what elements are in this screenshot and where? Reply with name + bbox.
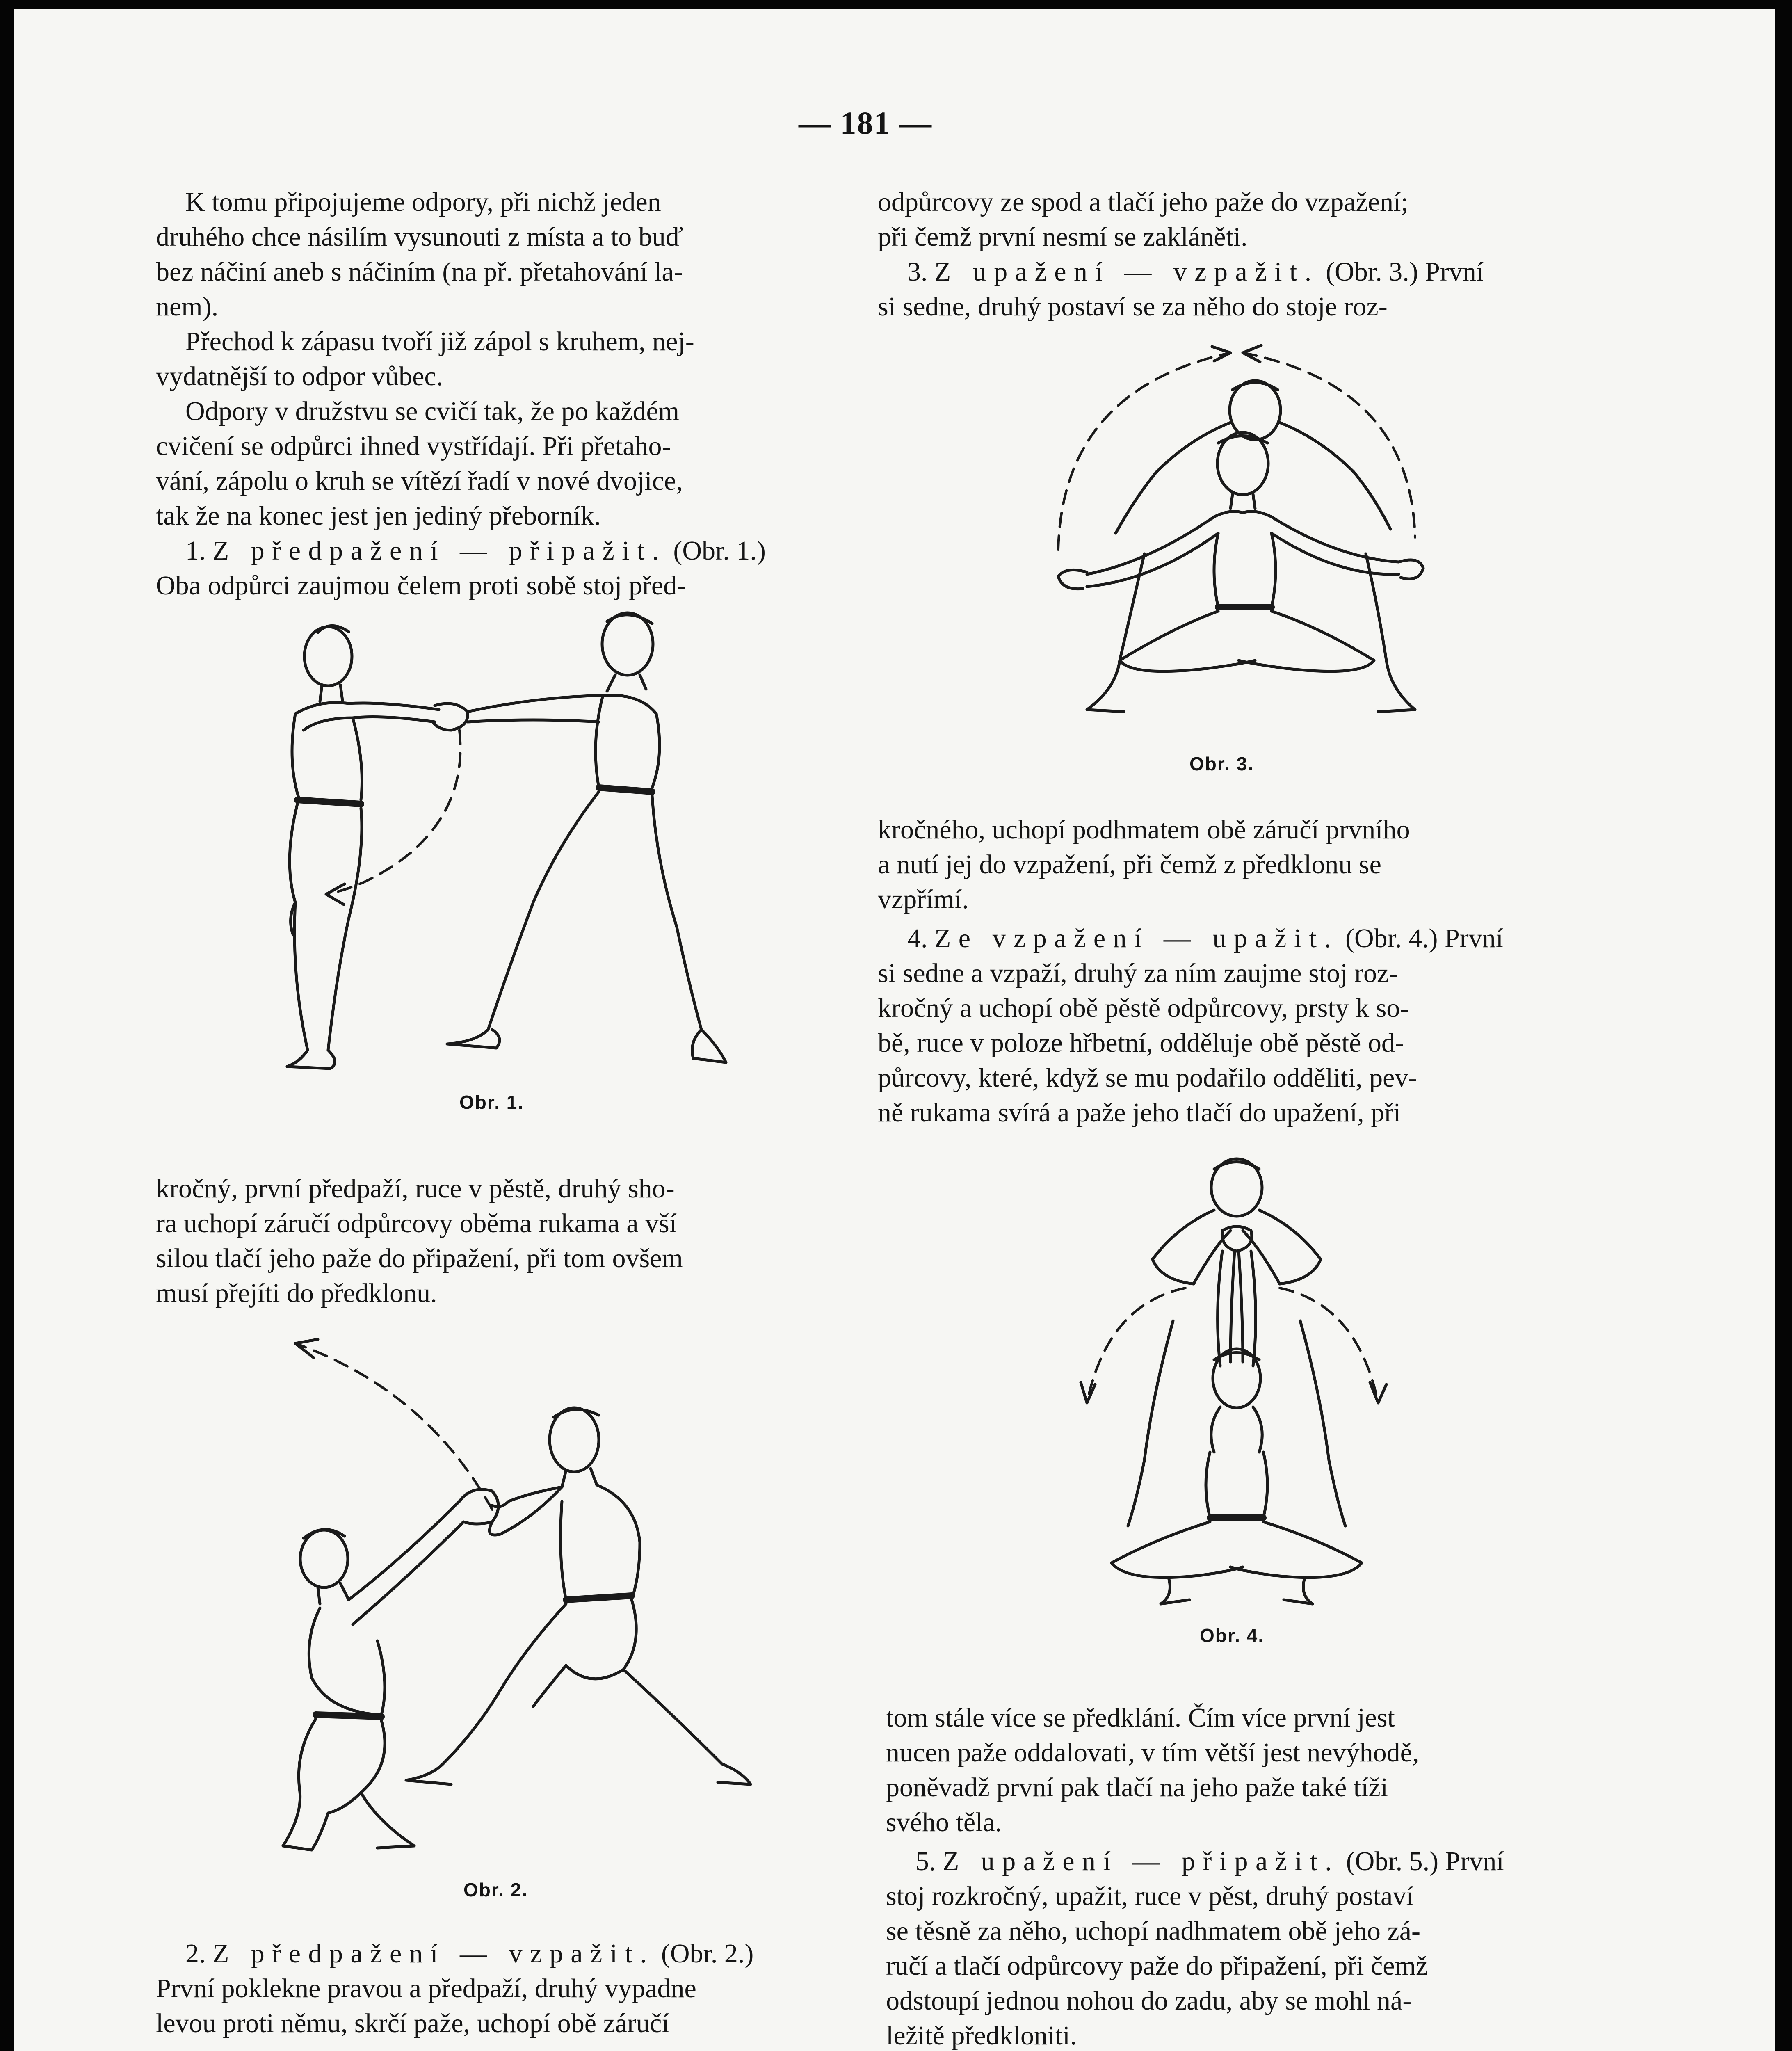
right-top-text xyxy=(878,185,1571,324)
exercise-title: Z předpažení — připažit. xyxy=(212,536,667,566)
text-line: vydatnější to odpor vůbec. xyxy=(156,361,443,391)
text-line: nucen paže oddalovati, v tím větší jest nevýhodě, xyxy=(886,1738,1419,1768)
text-line: silou tlačí jeho paže do připažení, při tom ovšem xyxy=(156,1243,683,1273)
text-line: odstoupí jednou nohou do zadu, aby se mohl ná- xyxy=(886,1986,1412,2016)
text-line: poněvadž první pak tlačí na jeho paže také tíži xyxy=(886,1772,1388,1802)
text-line: kročný, první předpaží, ruce v pěstě, druhý sho- xyxy=(156,1174,675,1204)
text-line: vání, zápolu o kruh se vítězí řadí v nové dvojice, xyxy=(156,466,683,496)
figure-1-caption: Obr. 1. xyxy=(459,1092,524,1113)
figure-ref: (Obr. 1.) xyxy=(673,536,766,566)
text-line: nem). xyxy=(156,292,219,322)
figure-1-illustration xyxy=(246,607,779,1079)
exercise-title: Z upažení — připažit. xyxy=(943,1846,1340,1876)
scan-edge-right xyxy=(1775,0,1792,2051)
text-line: bě, ruce v poloze hřbetní, odděluje obě pěstě od- xyxy=(878,1028,1404,1058)
exercise-number: 1. xyxy=(185,536,206,566)
page-number: — 181 — xyxy=(799,105,932,141)
text-line: se těsně za něho, uchopí nadhmatem obě jeho zá- xyxy=(886,1916,1420,1946)
text-line: tom stále více se předklání. Čím více první jest xyxy=(886,1703,1395,1733)
scan-edge-top xyxy=(0,0,1792,9)
text-line: bez náčiní aneb s náčiním (na př. přetahování la- xyxy=(156,257,683,287)
figure-2-caption: Obr. 2. xyxy=(463,1879,528,1900)
text-line: stoj rozkročný, upažit, ruce v pěst, druhý postaví xyxy=(886,1881,1414,1911)
text-fragment: První xyxy=(1445,1846,1504,1876)
text-line: při čemž první nesmí se zakláněti. xyxy=(878,222,1248,252)
figure-ref: (Obr. 2.) xyxy=(661,1939,754,1969)
exercise-number: 2. xyxy=(185,1939,206,1969)
exercise-4-heading xyxy=(878,921,1571,956)
exercise-number: 4. xyxy=(907,923,928,953)
text-line: odpůrcovy ze spod a tlačí jeho paže do vzpažení; xyxy=(878,187,1408,217)
text-line: ra uchopí záručí odpůrcovy oběma rukama a vší xyxy=(156,1208,677,1238)
exercise-title: Z předpažení — vzpažit. xyxy=(212,1939,655,1969)
text-line: a nutí jej do vzpažení, při čemž z předklonu se xyxy=(878,850,1381,879)
figure-2-illustration xyxy=(279,1329,812,1871)
scan-edge-left xyxy=(0,0,14,2051)
exercise-title: Ze vzpažení — upažit. xyxy=(934,923,1339,953)
figure-ref: (Obr. 4.) xyxy=(1345,923,1438,953)
text-line: si sedne a vzpaží, druhý za ním zaujme stoj roz- xyxy=(878,958,1398,988)
text-line: Oba odpůrci zaujmou čelem proti sobě stoj před- xyxy=(156,571,686,601)
text-line: musí přejíti do předklonu. xyxy=(156,1278,437,1308)
text-fragment: První xyxy=(1444,923,1503,953)
text-line: půrcovy, které, když se mu podařilo odděliti, pev- xyxy=(878,1063,1418,1093)
text-line: tak že na konec jest jen jediný přeborník. xyxy=(156,501,601,531)
text-line: cvičení se odpůrci ihned vystřídají. Při přetaho- xyxy=(156,431,671,461)
text-line: druhého chce násilím vysunouti z místa a to buď xyxy=(156,222,683,252)
figure-ref: (Obr. 3.) xyxy=(1326,257,1418,287)
text-line: si sedne, druhý postaví se za něho do stoje roz- xyxy=(878,292,1388,322)
exercise-3-heading xyxy=(878,254,1571,289)
figure-3-caption: Obr. 3. xyxy=(1189,753,1254,774)
right-middle-text xyxy=(878,812,1571,917)
exercise-title: Z upažení — vzpažit. xyxy=(934,257,1319,287)
text-line: vzpřímí. xyxy=(878,884,969,914)
left-bottom-text xyxy=(156,1936,845,2041)
text-line: První poklekne pravou a předpaží, druhý vypadne xyxy=(156,1973,696,2003)
text-line: ručí a tlačí odpůrcovy paže do připažení, při čemž xyxy=(886,1951,1428,1981)
figure-4-caption: Obr. 4. xyxy=(1200,1625,1265,1646)
figure-ref: (Obr. 5.) xyxy=(1346,1846,1439,1876)
text-line: Přechod k zápasu tvoří již zápol s kruhem, nej- xyxy=(185,327,694,356)
exercise-number: 3. xyxy=(907,257,928,287)
text-line: K tomu připojujeme odpory, při nichž jeden xyxy=(185,187,661,217)
exercise-2-heading xyxy=(156,1936,845,1971)
left-middle-text xyxy=(156,1171,845,1311)
figure-4-illustration xyxy=(1050,1149,1427,1612)
text-line: ležitě předkloniti. xyxy=(886,2021,1077,2051)
right-low-text xyxy=(886,1700,1575,1840)
text-line: levou proti němu, skrčí paže, uchopí obě záručí xyxy=(156,2008,669,2038)
exercise-4-text xyxy=(878,921,1571,1130)
exercise-5-text xyxy=(886,1844,1575,2051)
exercise-5-heading xyxy=(886,1844,1575,1879)
text-line: kročného, uchopí podhmatem obě záručí prvního xyxy=(878,815,1410,845)
exercise-1-heading xyxy=(156,533,845,568)
exercise-number: 5. xyxy=(915,1846,936,1876)
text-line: ně rukama svírá a paže jeho tlačí do upažení, při xyxy=(878,1098,1401,1128)
figure-3-illustration xyxy=(1025,340,1460,734)
left-top-text xyxy=(156,185,845,603)
text-line: kročný a uchopí obě pěstě odpůrcovy, prsty k so- xyxy=(878,993,1409,1023)
text-line: svého těla. xyxy=(886,1807,1002,1837)
text-fragment: První xyxy=(1425,257,1484,287)
text-line: Odpory v družstvu se cvičí tak, že po každém xyxy=(185,396,680,426)
